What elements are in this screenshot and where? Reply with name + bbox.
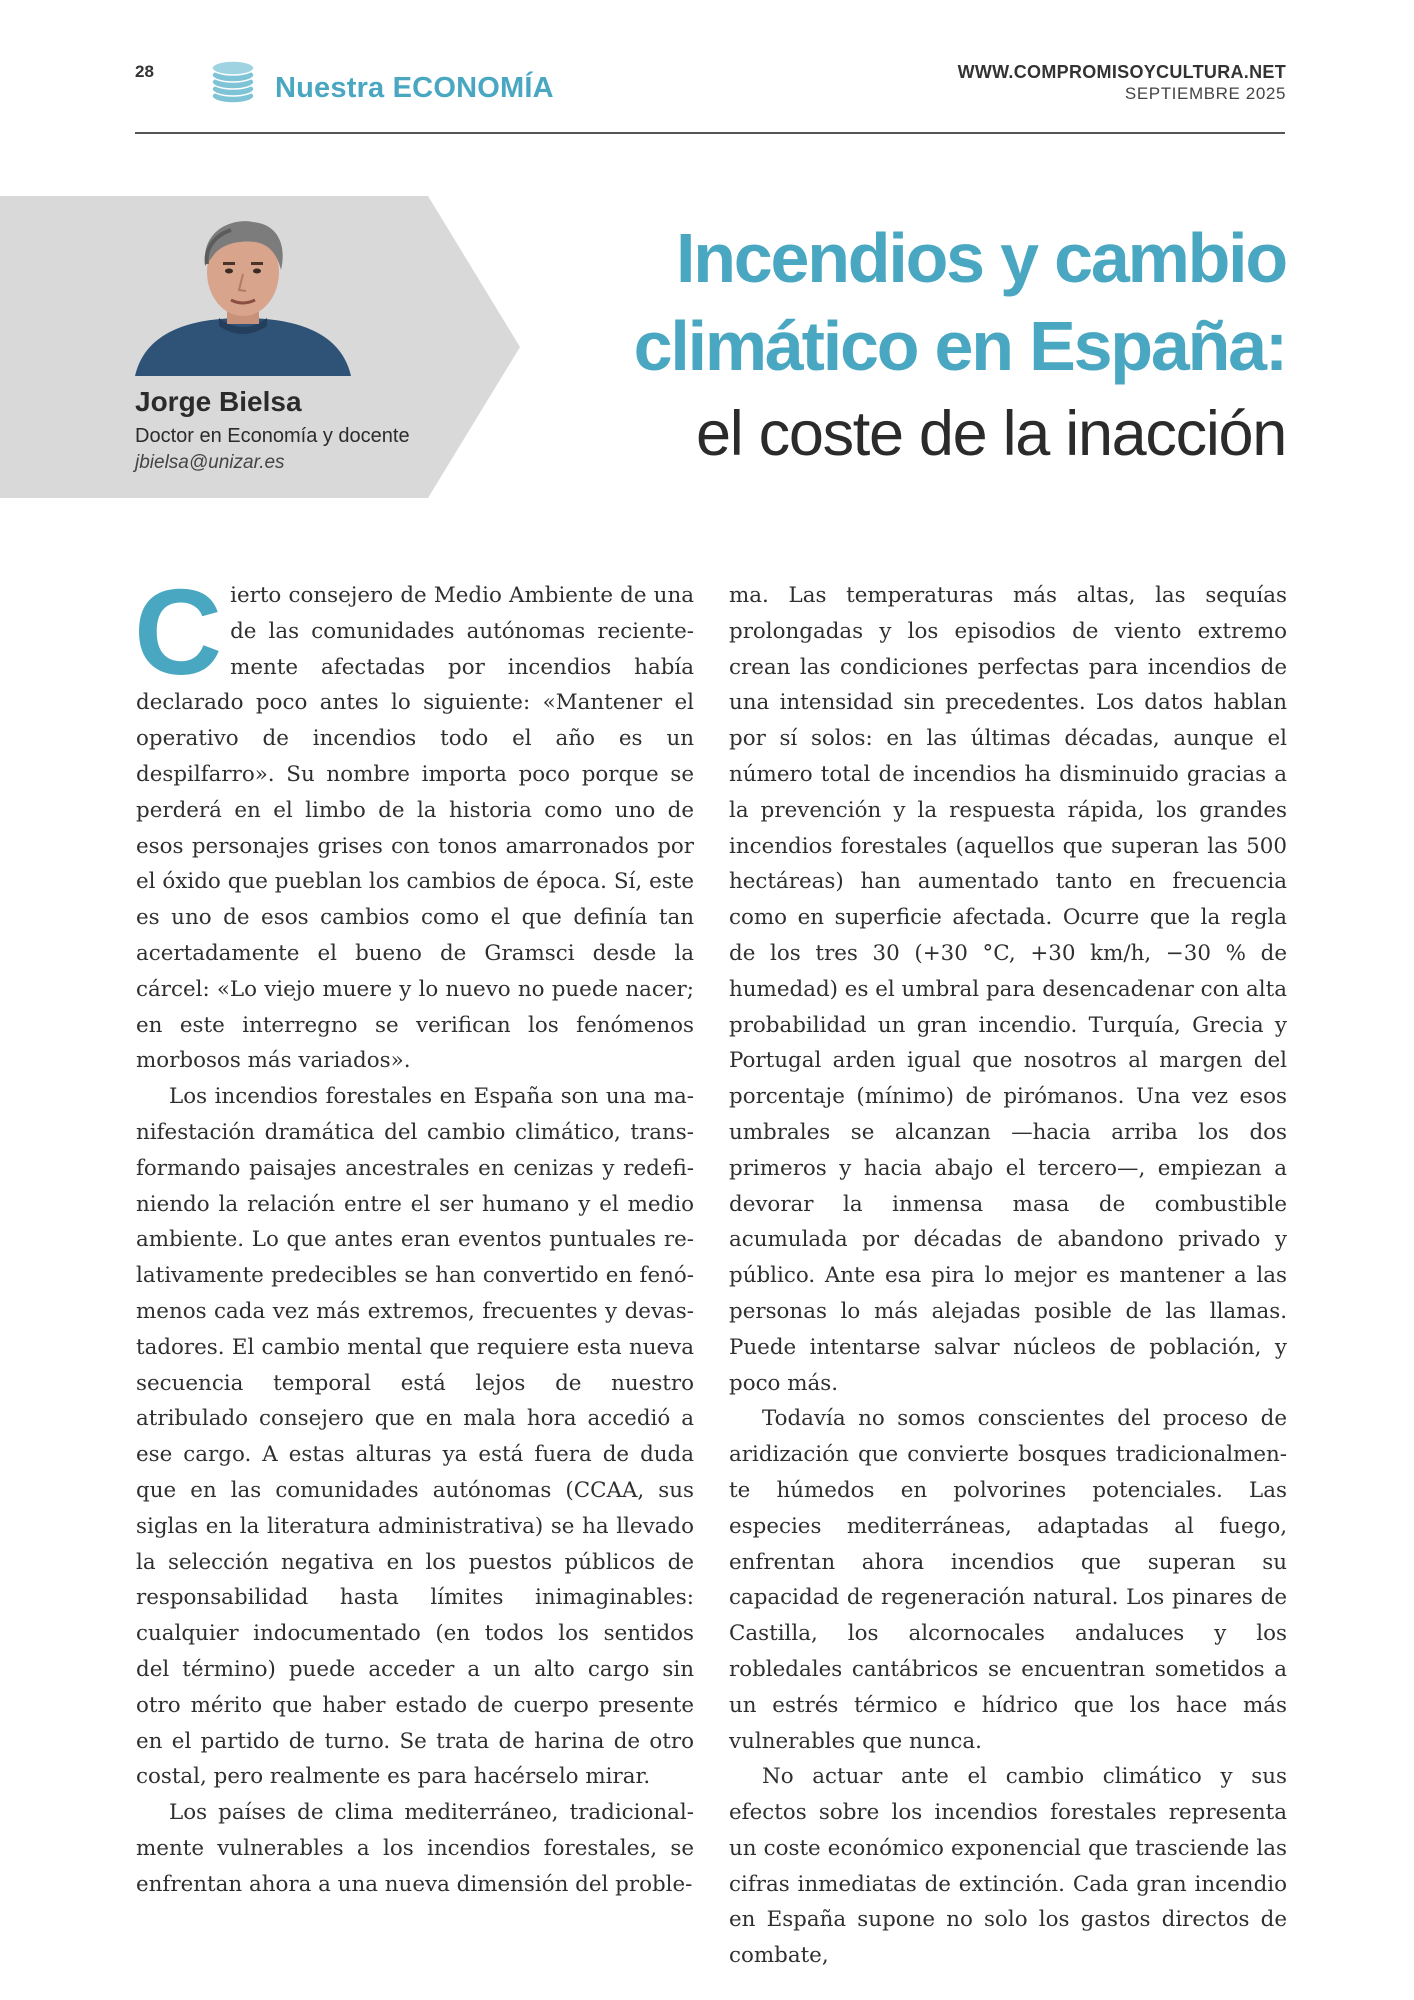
section-title: Nuestra ECONOMÍA: [275, 72, 554, 104]
author-role: Doctor en Economía y docente: [135, 425, 410, 447]
author-photo: [135, 214, 351, 376]
header-divider: [135, 132, 1285, 134]
paragraph: Los países de clima mediterráneo, tradicionalmente vulnerables a los incendios forestales, se enfrentan ahora a una nueva dimensión del proble-: [136, 1800, 694, 1897]
author-email: jbielsa@unizar.es: [135, 452, 285, 473]
issue-date: SEPTIEMBRE 2025: [1124, 84, 1286, 103]
drop-cap: C: [134, 564, 223, 700]
body-column-left: [134, 564, 694, 1902]
paragraph: Todavía no somos conscientes del proceso de aridización que convierte bosques tradicionalmente húmedos en polvorines potenciales. Las especies mediterráneas, adaptadas al fuego, enfrentan ahora incendios que superan su capacidad de regeneración natural. Los pinares de Castilla, los alcornocales andaluces y los robledales cantábricos se encuentran sometidos a un estrés térmico e hídrico que los hace más vulnerables que nunca.: [729, 1406, 1287, 1754]
title-line-1: Incendios y cambio: [675, 219, 1286, 297]
body-column-right: [729, 578, 1287, 1974]
article-subtitle: el coste de la inacción: [696, 399, 1286, 469]
title-line-2: climático en España:: [633, 307, 1286, 385]
paragraph: ma. Las temperaturas más altas, las sequías prolongadas y los episodios de viento extremo crean las condiciones perfectas para incendios de una intensidad sin precedentes. Los datos hablan por sí solos: en las últimas décadas, aunque el número total de incendios ha disminuido gracias a la prevención y la respuesta rápida, los grandes incendios forestales (aquellos que superan las 500 hectáreas) han aumentado tanto en frecuencia como en superficie afectada. Ocurre que la regla de los tres 30 (+30 °C, +30 km/h, −30 % de humedad) es el umbral para desencadenar con alta probabilidad un gran incendio. Turquía, Grecia y Portugal arden igual que nosotros al margen del porcentaje (mínimo) de pirómanos. Una vez esos umbrales se alcanzan —hacia arriba los dos primeros y hacia abajo el tercero—, empiezan a devorar la inmensa masa de combustible acumulada por décadas de abandono privado y público. Ante esa pira lo mejor es mantener a las personas lo más alejadas posible de las llamas. Puede intentarse salvar núcleos de población, y poco más.: [729, 583, 1287, 1396]
author-name: Jorge Bielsa: [135, 386, 302, 417]
coins-stack-icon: [208, 58, 258, 106]
site-url: WWW.COMPROMISOYCULTURA.NET: [957, 62, 1286, 82]
page-number: 28: [135, 62, 154, 81]
paragraph: No actuar ante el cambio climático y sus efectos sobre los incendios forestales representa un coste económico exponencial que trasciende las cifras inmediatas de extinción. Cada gran incendio en España supone no solo los gastos directos de combate,: [729, 1764, 1287, 1969]
paragraph-text: ierto consejero de Medio Ambiente de una de las comunidades autónomas recientemente afectadas por incendios había declarado poco antes lo siguiente: «Mantener el operativo de incendios todo el año es un despilfarro». Su nombre importa poco porque se perderá en el limbo de la historia como uno de esos personajes grises con tonos amarronados por el óxido que pueblan los cambios de época. Sí, este es uno de esos cambios como el que definía tan acertadamente el bueno de Gramsci desde la cárcel: «Lo viejo muere y lo nuevo no puede nacer; en este interregno se verifican los fenómenos morbosos más variados».: [136, 583, 694, 1074]
paragraph: [134, 564, 694, 1079]
article-title: [634, 214, 1286, 478]
paragraph: Los incendios forestales en España son una manifestación dramática del cambio climático, transformando paisajes ancestrales en cenizas y redefiniendo la relación entre el ser humano y el medio ambiente. Lo que antes eran eventos puntuales relativamente predecibles se han convertido en fenómenos cada vez más extremos, frecuentes y devastadores. El cambio mental que requiere esta nueva secuencia temporal está lejos de nuestro atribulado consejero que en mala hora accedió a ese cargo. A estas alturas ya está fuera de duda que en las comunidades autónomas (CCAA, sus siglas en la literatura administrativa) se ha llevado la selección negativa en los puestos públicos de responsabilidad hasta límites inimaginables: cualquier indocumentado (en todos los sentidos del término) puede acceder a un alto cargo sin otro mérito que haber estado de cuerpo presente en el partido de turno. Se trata de harina de otro costal, pero realmente es para hacérselo mirar.: [136, 1084, 694, 1790]
